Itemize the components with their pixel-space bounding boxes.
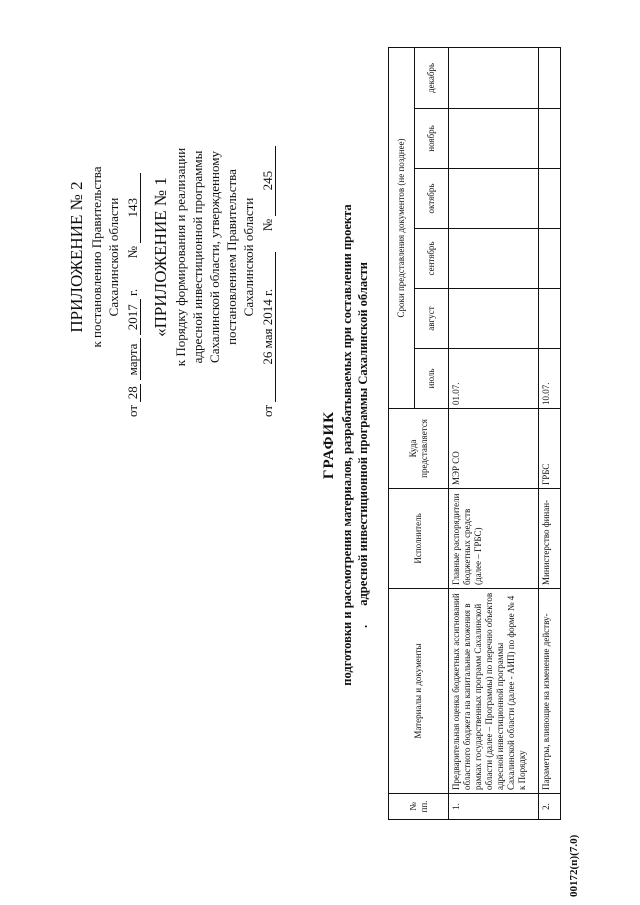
title-block	[320, 65, 371, 825]
month-header: июль	[415, 349, 449, 409]
appendix-1-line-1: к Порядку формирования и реализации	[173, 147, 188, 367]
appendix-1-number: 245	[260, 146, 276, 216]
row-cell	[539, 47, 561, 108]
appendix-1-line-5: Сахалинской области	[241, 197, 256, 317]
appendix-1-line-3: Сахалинской области, утвержденному	[207, 151, 222, 363]
appendix-2-line-2: Сахалинской области	[106, 197, 121, 317]
month-header: август	[415, 289, 449, 349]
appendix-2-no: №	[125, 245, 140, 259]
appendix-2-month: марта	[125, 338, 141, 380]
row-cell	[539, 169, 561, 229]
table-row	[539, 47, 561, 819]
month-header: сентябрь	[415, 229, 449, 289]
row-materials: Параметры, влияющие на изменение действу-	[539, 589, 561, 794]
header-materials: Материалы и документы	[389, 589, 449, 794]
appendix-2-year: 2017	[125, 299, 141, 335]
row-cell: 10.07.	[539, 349, 561, 409]
row-where: ГРБС	[539, 409, 561, 489]
row-executor: Главные распорядители бюджетных средств (далее – ГРБС)	[449, 489, 539, 589]
row-cell	[539, 289, 561, 349]
row-cell: 01.07.	[449, 349, 539, 409]
header-num: № пп.	[389, 794, 449, 820]
row-where: МЭР СО	[449, 409, 539, 489]
row-cell	[539, 109, 561, 169]
appendix-1-no: №	[260, 218, 275, 232]
schedule-table	[388, 47, 561, 820]
appendix-2-from: от	[125, 404, 140, 417]
table-row	[449, 47, 539, 819]
appendix-1-date-line	[259, 97, 276, 417]
row-cell	[449, 229, 539, 289]
subtitle-dot: .	[356, 624, 370, 629]
row-materials: Предварительная оценка бюджетных ассигнований областного бюджета на капитальные вложения в рамках государственных программ Сахалинской области (далее – Программы) по перечню объектов адресной инвестиционной программы Сахалинской области (далее - АИП) по форме № 4 к Порядку	[449, 589, 539, 794]
appendix-2-year-suffix: г.	[125, 288, 140, 296]
table-header-row	[389, 47, 415, 819]
appendix-2-number: 143	[125, 173, 141, 243]
row-cell	[449, 169, 539, 229]
header-where: Куда представляется	[389, 409, 449, 489]
appendix-1-from: от	[260, 404, 275, 417]
appendix-1-heading: «ПРИЛОЖЕНИЕ № 1	[151, 177, 170, 337]
document-code: 00172(п)(7.0)	[568, 834, 580, 897]
month-header: ноябрь	[415, 109, 449, 169]
appendix-2-block	[66, 97, 141, 417]
month-header: декабрь	[415, 47, 449, 108]
document-title: ГРАФИК	[321, 410, 337, 480]
appendix-1-line-4: постановлением Правительства	[224, 169, 239, 345]
appendix-2-line-1: к постановлению Правительства	[89, 166, 104, 348]
appendix-1-line-2: адресной инвестиционной программы	[190, 150, 205, 364]
row-cell	[539, 229, 561, 289]
appendix-1-block	[150, 97, 276, 417]
row-num: 2.	[539, 794, 561, 820]
row-cell	[449, 47, 539, 108]
row-executor: Министерство финан-	[539, 489, 561, 589]
document-subtitle-2-line	[355, 65, 371, 825]
document-subtitle-2: адресной инвестиционной программы Сахалинской области	[356, 261, 370, 606]
document-subtitle-1: подготовки и рассмотрения материалов, разрабатываемых при составлении проекта	[340, 204, 354, 686]
appendix-2-date-line	[124, 97, 141, 417]
row-num: 1.	[449, 794, 539, 820]
month-header: октябрь	[415, 169, 449, 229]
row-cell	[449, 289, 539, 349]
header-executor: Исполнитель	[389, 489, 449, 589]
appendix-1-date: 26 мая 2014 г.	[260, 252, 276, 402]
appendix-2-day: 28	[125, 384, 141, 402]
row-cell	[449, 109, 539, 169]
header-deadlines: Сроки представления документов (не позднее)	[389, 47, 415, 408]
appendix-2-heading: ПРИЛОЖЕНИЕ № 2	[67, 181, 86, 333]
